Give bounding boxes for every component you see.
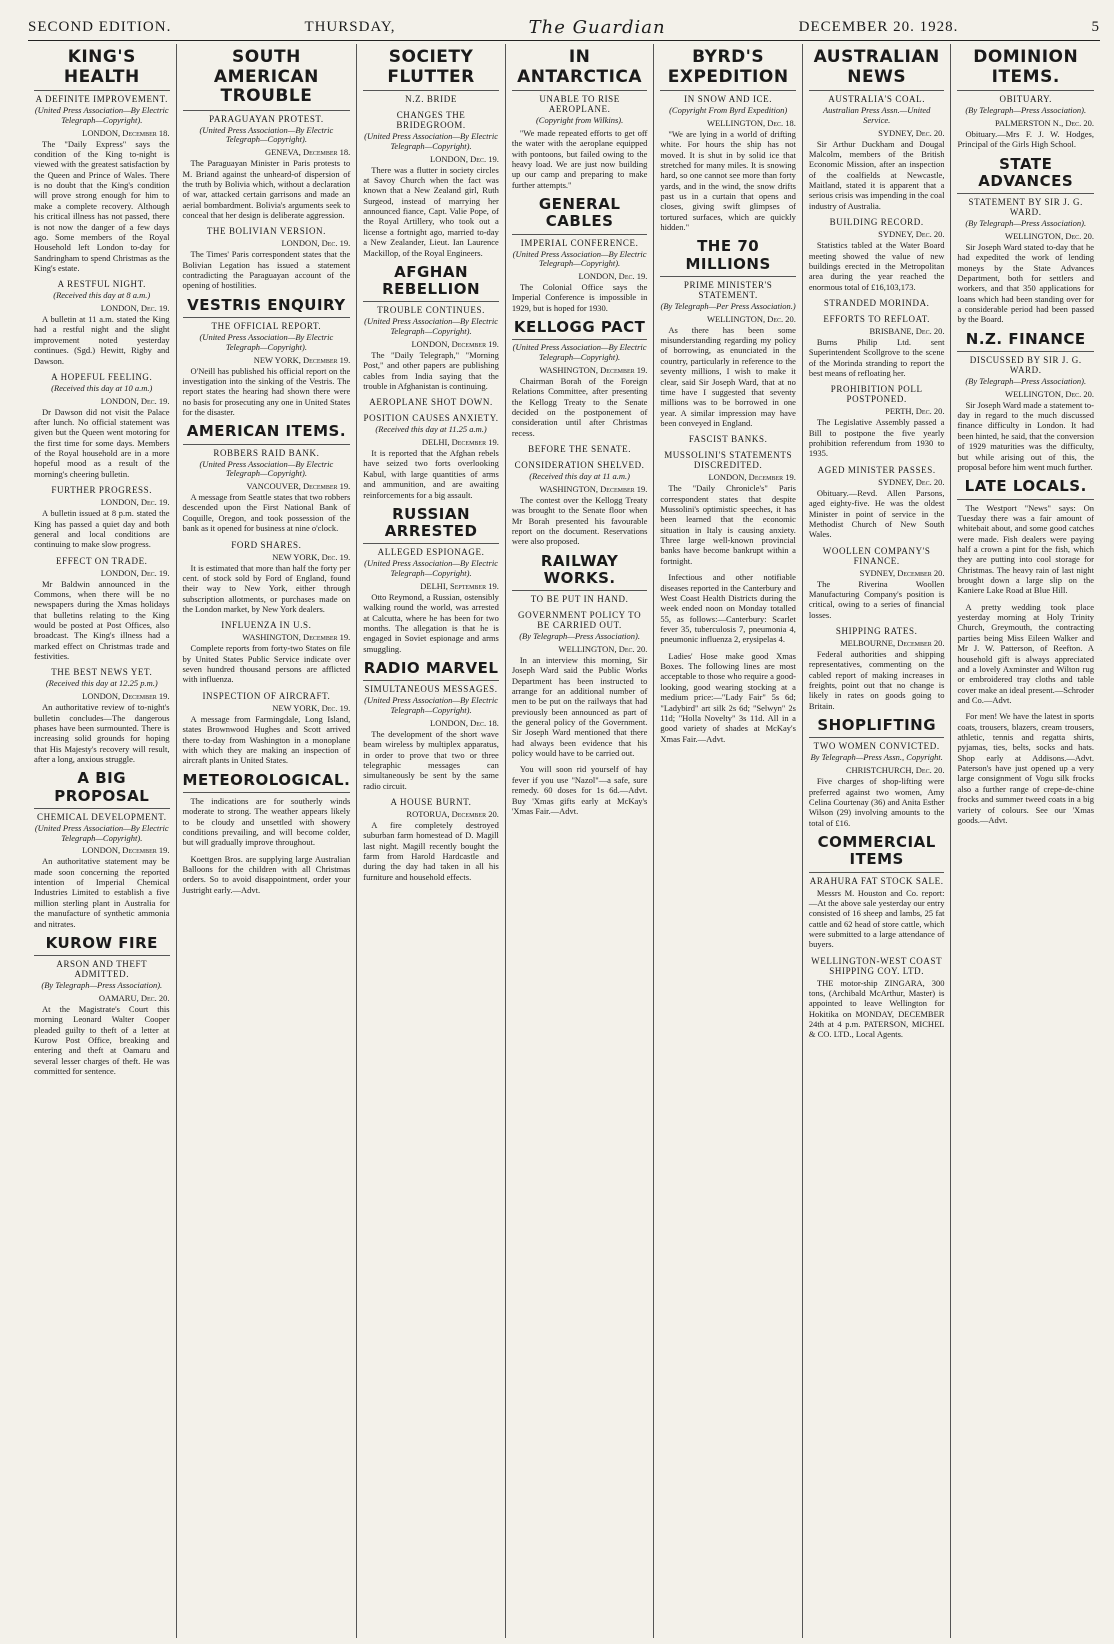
story-body: Dr Dawson did not visit the Palace after lunch. No official statement was given but the Queen went motoring for the first time for some days. Members of the Royal household are in a more hopeful mood as a result of the morning's cheering bulletin. [34, 406, 170, 479]
story-headline: RADIO MARVEL [363, 660, 499, 681]
news-story [809, 298, 945, 308]
story-credit: (United Press Association—By Electric Telegraph—Copyright). [512, 342, 647, 363]
news-story [809, 314, 945, 378]
story-headline: COMMERCIAL ITEMS [809, 834, 945, 873]
story-credit: (United Press Association—By Electric Telegraph—Copyright). [364, 316, 498, 337]
story-dateline: LONDON, Dec. 19. [100, 497, 170, 508]
story-headline: KELLOGG PACT [512, 319, 648, 340]
story-credit: (Copyright From Byrd Expedition) [669, 105, 788, 116]
newspaper-title: The Guardian [528, 16, 666, 38]
story-headline: AUSTRALIAN NEWS [809, 48, 945, 91]
story-subheading: INFLUENZA IN U.S. [221, 620, 312, 631]
news-story [809, 48, 945, 211]
masthead [28, 14, 1100, 41]
story-headline: AFGHAN REBELLION [363, 264, 499, 303]
news-story [183, 423, 351, 533]
story-credit: By Telegraph—Press Assn., Copyright. [810, 752, 943, 763]
story-credit: (United Press Association—By Electric Telegraph—Copyright). [512, 248, 647, 269]
story-body: O'Neill has published his official report on the investigation into the sinking of the Vestris. The report states the hearing had shown there were no basis for prosecuting any one in United States for the disaster. [182, 365, 351, 417]
column-2 [177, 44, 358, 1638]
story-subheading: BEFORE THE SENATE. [528, 444, 632, 455]
news-story [512, 460, 648, 547]
story-headline: SOUTH AMERICAN TROUBLE [183, 48, 351, 111]
story-subheading: STATEMENT BY SIR J. G. WARD. [968, 197, 1083, 218]
story-dateline: LONDON, Dec. 19. [281, 238, 351, 249]
story-credit: (By Telegraph—Press Association). [519, 631, 640, 642]
story-body: At the Magistrate's Court this morning Leonard Walter Cooper pleaded guilty to theft of a letter at Kurow Post Office, breaking and entering and theft at Oamaru and several lesser charges of theft. He was committed for sentence. [34, 1003, 170, 1077]
news-story [957, 156, 1094, 325]
news-story [512, 444, 648, 454]
story-dateline: WASHINGTON, December 19. [539, 483, 648, 494]
story-body: Statistics tabled at the Water Board meeting showed the value of new buildings erected in the Metropolitan area during the year reached the enormous total of £16,103,173. [808, 240, 945, 292]
story-body: Sir Joseph Ward stated to-day that he had expedited the work of lending moneys by the State Advances Department, both for settlers and workers, and that 350 applications for loans which had been standing over for a considerable period had been passed by the Board. [957, 241, 1094, 325]
story-body: The "Daily Express" says the condition of the King to-night is viewed with the greatest satisfaction by the Queen and Prince of Wales. There is no doubt that the King's condition will prove strong enough for him to make a complete recovery. Although his critical illness has not passed, there is not now the danger of a few days ago. Some members of the Royal Household left London to-day for Sandringham to spend Christmas as the King's estate. [34, 138, 170, 273]
news-story [183, 540, 351, 615]
story-subheading: ARAHURA FAT STOCK SALE. [809, 875, 944, 886]
story-body: A message from Farmingdale, Long Island, states Brownwood Hughes and Scott arrived there to-day from Washington in a monoplane with which they are making an inspection of aircraft plants in United States. [182, 713, 351, 766]
news-story [809, 217, 945, 292]
story-body: In an interview this morning, Sir Joseph Ward said the Public Works Department has been instructed to arrange for an additional number of men to be put on the railways that had previously been announced as part of the general policy of the Government. Sir Joseph Ward mentioned that there had always been evidence that his policy would have to be carried out. [511, 654, 648, 759]
news-story [809, 626, 945, 711]
story-subheading: FASCIST BANKS. [688, 434, 768, 445]
news-story [512, 610, 648, 758]
story-credit: (United Press Association—By Electric Telegraph—Copyright). [199, 332, 334, 352]
story-dateline: DELHI, September 19. [420, 580, 499, 591]
story-credit: (United Press Association—By Electric Telegraph—Copyright). [34, 822, 169, 843]
story-credit: (United Press Association—By Electric Telegraph—Copyright). [364, 131, 498, 151]
story-dateline: WASHINGTON, December 19. [242, 632, 351, 643]
story-headline: BYRD'S EXPEDITION [660, 48, 796, 91]
story-credit: (By Telegraph—Press Association). [965, 218, 1087, 229]
story-dateline: WELLINGTON, Dec. 20. [558, 643, 648, 654]
news-story [363, 48, 499, 104]
story-subheading: A HOPEFUL FEELING. [51, 371, 153, 382]
news-story [512, 48, 648, 190]
news-story [512, 764, 648, 816]
news-columns [28, 44, 1100, 1638]
news-story [183, 620, 351, 684]
news-story [957, 48, 1094, 150]
story-dateline: LONDON, December 19. [82, 845, 170, 856]
story-dateline: LONDON, Dec. 19. [430, 153, 499, 164]
story-subheading: FURTHER PROGRESS. [51, 485, 153, 496]
story-dateline: NEW YORK, December 19. [253, 354, 351, 365]
story-dateline: SYDNEY, Dec. 20. [878, 229, 945, 240]
story-dateline: NEW YORK, Dec. 19. [272, 551, 351, 562]
story-headline: THE 70 MILLIONS [660, 238, 796, 277]
story-subheading: POSITION CAUSES ANXIETY. [363, 413, 499, 424]
news-story [957, 331, 1094, 473]
story-credit: Australian Press Assn.—United Service. [822, 105, 931, 125]
story-subheading: STRANDED MORINDA. [823, 297, 930, 308]
story-body: The Legislative Assembly passed a Bill to postpone the five yearly prohibition referendum from 1930 to 1935. [808, 417, 945, 459]
story-body: Sir Arthur Duckham and Dougal Malcolm, members of the British Economic Mission, after an inspection of the coalfields at Newcastle, Maitland, stated it is apparent that a serious crisis was impending in the coal industry of Australia. [808, 138, 945, 211]
story-body: An authoritative review of to-night's bulletin concludes—The dangerous phases have been surmounted. There is increasing solid grounds for hoping that His Majesty's recovery will result, after a long, anxious struggle. [34, 702, 170, 765]
news-story [809, 465, 945, 540]
column-1 [28, 44, 177, 1638]
story-dateline: WELLINGTON, Dec. 20. [1005, 230, 1094, 241]
story-body: The Westport "News" says: On Tuesday there was a fair amount of whitebait about, and some good catches were made. Fish dealers were paying half a crown a pint for the fish, which they are putting into cool storage for Christmas. The heavy rain of last night brought down a large slip on the Kaniere Lake Road at Blue Hill. [957, 502, 1094, 596]
story-body: Otto Reymond, a Russian, ostensibly walking round the world, was arrested at Calcutta, where he has been for two months. The allegation is that he is engaged in Soviet espionage and arms smuggling. [363, 591, 499, 654]
story-dateline: LONDON, Dec. 19. [100, 303, 170, 314]
story-dateline: ROTORUA, December 20. [406, 809, 499, 820]
story-body: It is reported that the Afghan rebels have seized two forts overlooking Kabul, with large quantities of arms and ammunition, and are awaiting reinforcements for a big assault. [363, 448, 499, 500]
news-story [660, 450, 796, 566]
story-subheading: ROBBERS RAID BANK. [213, 447, 320, 458]
story-dateline: SYDNEY, Dec. 20. [878, 476, 945, 487]
news-story [660, 651, 796, 744]
column-3 [357, 44, 506, 1638]
story-headline: RUSSIAN ARRESTED [363, 506, 499, 545]
story-body: The Times' Paris correspondent states that the Bolivian Legation has issued a statement contradicting the Paraguayan account of the opening of hostilities. [182, 249, 351, 291]
story-subheading: FORD SHARES. [231, 539, 302, 550]
story-body: Five charges of shop-lifting were preferred against two women, Amy Celina Courtenay (36) and Anita Esther Wilson (29) involving amounts to the total of £16. [808, 776, 945, 828]
news-story [512, 553, 648, 605]
story-credit: (Received this day at 11 a.m.) [529, 471, 630, 482]
story-dateline: LONDON, December 19. [82, 691, 170, 702]
news-story [34, 770, 170, 929]
news-story [183, 297, 351, 418]
page-number: 5 [1091, 18, 1100, 35]
story-subheading: TO BE PUT IN HAND. [530, 594, 629, 605]
column-6 [803, 44, 952, 1638]
news-story [660, 238, 796, 428]
news-story [809, 956, 945, 1040]
story-body: Federal authorities and shipping representatives, commenting on the cabled report of making increases in freights, point out that no change is likely in rates on goods going to Britain. [808, 649, 945, 711]
story-body: It is estimated that more than half the forty per cent. of stock sold by Ford of England, found their way to New York, either through subscription allotments, or purchases made on the London market, by New York dealers. [182, 562, 351, 614]
story-subheading: MUSSOLINI'S STATEMENTS DISCREDITED. [664, 450, 793, 471]
story-subheading: AUSTRALIA'S COAL. [828, 94, 926, 105]
story-body: A bulletin issued at 8 p.m. stated the King has passed a quiet day and both general and local conditions are continuing to make slow progress. [34, 508, 170, 550]
story-subheading: EFFORTS TO REFLOAT. [823, 313, 930, 324]
news-story [809, 834, 945, 950]
story-credit: (Received this day at 11.25 a.m.) [375, 424, 487, 435]
story-subheading: PRIME MINISTER'S STATEMENT. [683, 279, 773, 300]
story-subheading: OBITUARY. [999, 94, 1052, 105]
story-subheading: CONSIDERATION SHELVED. [514, 460, 645, 471]
news-story [34, 279, 170, 366]
story-dateline: WASHINGTON, December 19. [539, 364, 648, 375]
news-story [809, 546, 945, 620]
story-headline: AMERICAN ITEMS. [183, 423, 351, 444]
story-body: "We are lying in a world of drifting white. For hours the ship has not moved. It is shut in by solid ice that stretched for many miles. It is snowing hard, so one cannot see more than forty yards, and in the wind, the snow drifts past us in a curtain that opens and closes, giving swift glimpses of tortured surfaces, which are quickly hidden." [660, 128, 796, 233]
story-body: The "Daily Chronicle's" Paris correspondent states that despite Mussolini's optimistic speeches, it has been learned that the economic situation in Italy is causing anxiety. Three large well-known provincial banks have become bankrupt within a fortnight. [660, 483, 796, 566]
news-story [183, 854, 351, 895]
story-dateline: MELBOURNE, December 20. [840, 638, 945, 649]
news-story [957, 602, 1094, 706]
story-dateline: LONDON, December 18. [82, 127, 170, 138]
story-subheading: THE BEST NEWS YET. [51, 667, 153, 678]
story-dateline: DELHI, December 19. [421, 437, 499, 448]
story-body: Complete reports from forty-two States on file by United States Public Service indicate over seven hundred thousand persons are afflicted with influenza. [182, 643, 351, 685]
weekday-label: THURSDAY, [304, 18, 396, 35]
story-body: The development of the short wave beam wireless by multiplex apparatus, in order to prove that two or three telegraphic messages can simultaneously be sent by the same radio circuit. [363, 728, 499, 791]
story-subheading: SIMULTANEOUS MESSAGES. [364, 684, 498, 695]
news-story [363, 413, 499, 500]
story-credit: (United Press Association—By Electric Telegraph—Copyright). [199, 458, 334, 479]
issue-date: DECEMBER 20. 1928. [798, 18, 959, 35]
story-body: The "Daily Telegraph," "Morning Post," and other papers are publishing cables from India saying that the trouble in Afghanistan is continuing. [363, 349, 499, 391]
story-dateline: GENEVA, December 18. [264, 147, 351, 158]
news-story [363, 797, 499, 882]
news-story [34, 556, 170, 662]
news-story [183, 48, 351, 220]
story-credit: (Received this day at 10 a.m.) [51, 382, 153, 393]
story-body: There was a flutter in society circles at Savoy Church when the fact was known that a New Zealand girl, Ruth Surgeod, instead of marrying her announced fiance, Capt. Valie Pope, of the Royal Artillery, who took out a license a fortnight ago, married to-day a New Zealander, Lieut. Ian Laurence Mackillop, of the Royal Engineers. [363, 164, 499, 258]
story-dateline: LONDON, December 19. [411, 338, 499, 349]
story-headline: RAILWAY WORKS. [512, 553, 648, 592]
news-story [34, 485, 170, 549]
story-body: Ladies' Hose make good Xmas Boxes. The following lines are most acceptable to those who require a good-looking, good wearing stocking at a medium price:—"Lady Fair" 5s 6d; "Ladybird" art silk 2s 6d; "Selwyn" 2s 11d; "Holla Novelty" 3s 11d. All in a good variety of shades at McKay's Xmas Fair.—Advt. [660, 650, 796, 744]
news-story [183, 226, 351, 290]
story-dateline: WELLINGTON, Dec. 18. [706, 117, 796, 128]
news-story [34, 935, 170, 1077]
story-body: Sir Joseph Ward made a statement to-day in regard to the much discussed finance difficulty in London. It had been hinted, he said, that the conversion of 1929 maturities was the difficulty, but while arising out of this, the proposal before him went much further. [957, 399, 1094, 472]
news-story [363, 506, 499, 654]
story-dateline: LONDON, Dec. 19. [100, 567, 170, 578]
news-story [183, 772, 351, 848]
story-subheading: GOVERNMENT POLICY TO BE CARRIED OUT. [518, 610, 642, 631]
story-subheading: TROUBLE CONTINUES. [377, 305, 485, 316]
story-body: "We made repeated efforts to get off the water with the aeroplane equipped with pontoons, but failed owing to the heavy load. We are just now building up our camp and preparing to make further attempts." [511, 127, 648, 190]
story-dateline: LONDON, Dec. 19. [578, 271, 648, 282]
edition-label: SECOND EDITION. [28, 18, 172, 35]
story-body: Mr Baldwin announced in the Commons, when there will be no newspapers during the Xmas holidays that bulletins relating to the King would be posted at Post Offices, also broadcast. The King's illness had a marked effect on Christmas trade and festivities. [34, 578, 170, 662]
story-dateline: PERTH, Dec. 20. [885, 406, 945, 417]
story-body: Obituary.—Revd. Allen Parsons, aged eighty-five. He was the oldest Minister in point of service in the Methodist Church of New South Wales. [808, 487, 945, 540]
story-dateline: NEW YORK, Dec. 19. [272, 702, 351, 713]
story-body: Chairman Borah of the Foreign Relations Committee, after presenting the Kellogg Treaty to the Senate decided on the postponement of consideration until after Christmas recess. [511, 375, 648, 438]
story-credit: (United Press Association—By Electric Telegraph—Copyright). [364, 558, 498, 579]
story-subheading: EFFECT ON TRADE. [56, 555, 148, 566]
story-headline: SHOPLIFTING [809, 717, 945, 738]
story-headline: VESTRIS ENQUIRY [183, 297, 351, 318]
news-story [34, 372, 170, 479]
story-dateline: WELLINGTON, Dec. 20. [706, 313, 796, 324]
column-4 [506, 44, 655, 1638]
news-story [957, 711, 1094, 825]
story-body: An authoritative statement may be made soon concerning the reported intention of Imperial Chemical Industries Limited to establish a five million sterling plant in Australia for the manufacture of synthetic ammonia and nitrates. [34, 856, 170, 929]
column-7 [951, 44, 1100, 1638]
story-subheading: PARAGUAYAN PROTEST. [209, 113, 324, 124]
story-body: Obituary.—Mrs F. J. W. Hodges, Principal of the Girls High School. [957, 128, 1094, 150]
story-subheading: ARSON AND THEFT ADMITTED. [56, 959, 148, 980]
story-credit: (Received this day at 8 a.m.) [53, 290, 151, 301]
story-credit: (United Press Association—By Electric Telegraph—Copyright). [364, 695, 498, 716]
news-story [957, 478, 1094, 595]
story-subheading: DISCUSSED BY SIR J. G. WARD. [969, 354, 1082, 375]
story-subheading: A HOUSE BURNT. [390, 797, 472, 808]
story-subheading: THE BOLIVIAN VERSION. [206, 226, 326, 237]
news-story [660, 434, 796, 444]
story-subheading: TWO WOMEN CONVICTED. [813, 741, 940, 752]
story-subheading: AEROPLANE SHOT DOWN. [369, 397, 493, 408]
story-credit: (By Telegraph—Press Association). [965, 105, 1087, 116]
story-headline: LATE LOCALS. [957, 478, 1094, 499]
story-credit: (By Telegraph—Per Press Association.) [660, 300, 796, 311]
story-body: A bulletin at 11 a.m. stated the King had a restful night and the slight improvement noted yesterday continues. (Sgd.) Hewitt, Rigby and Dawson. [34, 314, 170, 366]
story-credit: (United Press Association—By Electric Telegraph—Copyright). [34, 105, 169, 125]
news-story [34, 48, 170, 273]
story-dateline: WELLINGTON, Dec. 20. [1005, 388, 1094, 399]
story-headline: METEOROLOGICAL. [183, 772, 351, 793]
story-subheading: CHEMICAL DEVELOPMENT. [36, 811, 167, 822]
story-headline: KUROW FIRE [34, 935, 170, 956]
story-subheading: BUILDING RECORD. [829, 217, 924, 228]
story-body: As there has been some misunderstanding regarding my policy of borrowing, as enunciated in the country, particularly in reference to the seventy millions, I wish to make it clear, said Sir Joseph Ward, that at no time have I suggested that seventy millions was to be borrowed in one year. A similar impression may have been conveyed in England. [660, 324, 796, 428]
news-story [809, 717, 945, 828]
story-headline: IN ANTARCTICA [512, 48, 648, 91]
story-dateline: PALMERSTON N., Dec. 20. [994, 117, 1094, 128]
story-subheading: CHANGES THE BRIDEGROOM. [396, 110, 466, 131]
story-subheading: ALLEGED ESPIONAGE. [377, 547, 485, 558]
story-dateline: LONDON, December 19. [708, 472, 796, 483]
story-subheading: UNABLE TO RISE AEROPLANE. [539, 94, 620, 115]
story-body: A message from Seattle states that two robbers descended upon the First National Bank of Coquille, Oregon, and took possession of the bank as it opened for business at nine o'clock. [182, 492, 351, 534]
news-story [363, 660, 499, 791]
story-subheading: IN SNOW AND ICE. [684, 94, 773, 105]
story-dateline: VANCOUVER, December 19. [246, 481, 351, 492]
story-subheading: A DEFINITE IMPROVEMENT. [35, 94, 168, 105]
story-body: The Colonial Office says the Imperial Conference is impossible in 1929, but is hoped for 1930. [511, 282, 648, 313]
story-headline: KING'S HEALTH [34, 48, 170, 91]
story-body: You will soon rid yourself of hay fever if you use "Nazol"—a safe, sure remedy. 60 doses for 1s 6d.—Advt. Buy 'Xmas gifts early at McKay's 'Xmas Fair.—Advt. [511, 764, 648, 816]
story-credit: (United Press Association—By Electric Telegraph—Copyright). [199, 124, 334, 145]
story-dateline: SYDNEY, December 20. [859, 567, 945, 578]
story-credit: (Copyright from Wilkins). [535, 115, 624, 126]
story-headline: GENERAL CABLES [512, 196, 648, 235]
story-dateline: SYDNEY, Dec. 20. [878, 127, 945, 138]
story-body: A fire completely destroyed suburban farm homestead of D. Magill last night. Magill recently bought the farm from Harold Hardcastle and during the day had taken in all his furniture and household effects. [363, 820, 499, 882]
news-story [363, 397, 499, 407]
story-dateline: LONDON, Dec. 18. [430, 717, 499, 728]
story-subheading: AGED MINISTER PASSES. [817, 464, 936, 475]
story-subheading: INSPECTION OF AIRCRAFT. [202, 690, 331, 701]
story-dateline: BRISBANE, Dec. 20. [869, 325, 945, 336]
story-headline: DOMINION ITEMS. [957, 48, 1094, 91]
story-subheading: WELLINGTON-WEST COAST SHIPPING COY. LTD. [811, 955, 943, 976]
news-story [363, 264, 499, 391]
story-subheading: N.Z. BRIDE [405, 94, 457, 105]
story-subheading: SHIPPING RATES. [835, 626, 918, 637]
story-body: Infectious and other notifiable diseases reported in the Canterbury and West Coast Health Districts during the week ended noon on Monday totalled 55, as follows:—Canterbury: Scarlet fever 35, tuberculosis 7, pneumonia 4, pneumonic influenza 2, erysipelas 4. [660, 572, 796, 645]
news-story [660, 48, 796, 232]
story-subheading: IMPERIAL CONFERENCE. [520, 237, 639, 248]
story-body: The Riverina Woollen Manufacturing Company's position is critical, owing to a series of financial losses. [808, 578, 945, 620]
story-headline: SOCIETY FLUTTER [363, 48, 499, 91]
story-credit: (By Telegraph—Press Association). [41, 980, 163, 991]
story-body: The indications are for southerly winds moderate to strong. The weather appears likely to be cloudy and unsettled with showery conditions prevailing, and will become colder, but will gradually improve throughout. [182, 795, 351, 848]
story-body: Messrs M. Houston and Co. report:—At the above sale yesterday our entry consisted of 16 sheep and lambs, 25 fat cattle and 62 head of store cattle, which were submitted to a large attendance of buyers. [808, 887, 945, 950]
news-story [183, 691, 351, 766]
news-story [363, 110, 499, 258]
story-body: The Paraguayan Minister in Paris protests to M. Briand against the unheard-of dispersion of the truth by Bolivia which, without a declaration of war, attacked certain garrisons and made an aerial bombardment. Bolivia's arguments seek to conceal that her design is deliberate aggression. [182, 158, 351, 220]
story-subheading: THE OFFICIAL REPORT. [211, 321, 322, 332]
story-dateline: CHRISTCHURCH, Dec. 20. [845, 765, 945, 776]
story-subheading: A RESTFUL NIGHT. [57, 279, 146, 290]
story-credit: (By Telegraph—Press Association). [965, 375, 1087, 386]
news-story [660, 572, 796, 645]
column-5 [654, 44, 803, 1638]
news-story [34, 667, 170, 764]
story-dateline: LONDON, Dec. 19. [100, 395, 170, 406]
news-story [809, 384, 945, 458]
news-story [512, 196, 648, 313]
story-headline: STATE ADVANCES [957, 156, 1094, 195]
story-body: For men! We have the latest in sports coats, trousers, blazers, cream trousers, athletic, tennis and regatta shirts, pyjamas, ties, belts, socks and hats. Shop early at Addisons.—Advt. Paterson's have just opened up a very large consignment of Vogu silk frocks also a further range of crepe-de-chine frocks and summer tweed coats in a big variety of colours. See our 'Xmas goods.—Advt. [957, 711, 1094, 825]
story-body: The contest over the Kellogg Treaty was brought to the Senate floor when Mr Borah presented his favourable report on the document. Reservations were also proposed. [511, 494, 648, 547]
story-headline: N.Z. FINANCE [957, 331, 1094, 352]
story-headline: A BIG PROPOSAL [34, 770, 170, 809]
story-credit: (Received this day at 12.25 p.m.) [45, 678, 158, 689]
story-body: Koettgen Bros. are supplying large Australian Balloons for the children with all Christmas orders. So to avoid disappointment, order your Justright early.—Advt. [182, 853, 351, 895]
news-story [512, 319, 648, 438]
story-body: A pretty wedding took place yesterday morning at Holy Trinity Church, Greymouth, the contracting parties being Miss Eileen Walker and Mr J. W. Patterson, of Reefton. A household gift is always appreciated and a lovely Axminster and Wilton rug or embroidered tray cloths and table cover make an ideal present.—Schroder and Co.—Advt. [957, 601, 1094, 705]
story-dateline: OAMARU, Dec. 20. [98, 992, 170, 1003]
story-body: Burns Philip Ltd. sent Superintendent Scollgrove to the scene of the Morinda stranding to report the best means of refloating her. [808, 336, 945, 379]
story-body: THE motor-ship ZINGARA, 300 tons, (Archibald McArthur, Master) is appointed to leave Wellington for Hokitika on MONDAY, DECEMBER 24th at 4 p.m. PATERSON, MICHEL & CO. LTD., Local Agents. [808, 977, 945, 1040]
story-subheading: PROHIBITION POLL POSTPONED. [830, 384, 923, 405]
story-subheading: WOOLLEN COMPANY'S FINANCE. [822, 545, 931, 566]
